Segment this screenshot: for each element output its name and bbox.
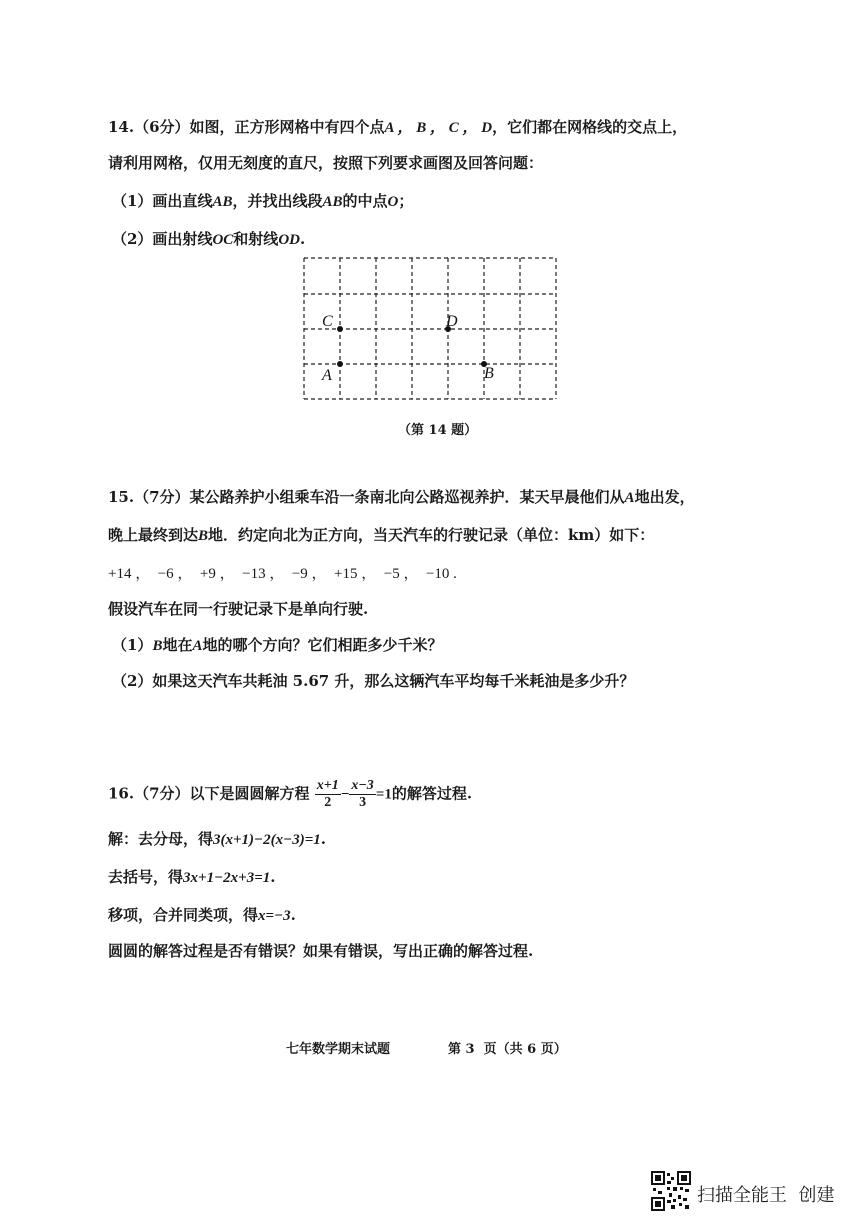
q15-title: 15.（7分）某公路养护小组乘车沿一条南北向公路巡视养护．某天早晨他们从A地出发， bbox=[108, 488, 695, 506]
q16-step3: 移项，合并同类项，得x=−3. bbox=[108, 906, 296, 924]
point-c-dot bbox=[337, 326, 343, 332]
footer-page: 第 3 页（共 6 页） bbox=[448, 1042, 567, 1057]
qr-code-icon bbox=[651, 1171, 691, 1211]
point-a-dot bbox=[337, 361, 343, 367]
q15-part1: （1）B地在A地的哪个方向？它们相距多少千米？ bbox=[112, 636, 443, 654]
q15-part2: （2）如果这天汽车共耗油 5.67 升，那么这辆汽车平均每千米耗油是多少升？ bbox=[112, 672, 635, 690]
q16-step1: 解：去分母，得3(x+1)−2(x−3)=1. bbox=[108, 830, 327, 848]
point-c-label: C bbox=[322, 313, 333, 330]
q14-part1: （1）画出直线AB，并找出线段AB的中点O； bbox=[112, 192, 414, 210]
q16-title: 16.（7分）以下是圆圆解方程 $\frac{x+1}{2}$ − $\frac{x-3}{3}$ =1的解答过程. bbox=[108, 778, 473, 810]
watermark-text: 扫描全能王 创建 bbox=[697, 1185, 835, 1206]
footer-course: 七年数学期末试题 bbox=[286, 1042, 391, 1057]
q14-title: 14.（6分）如图，正方形网格中有四个点A ， B ， C ， D，它们都在网格线的交点上， bbox=[108, 118, 688, 136]
grid-svg bbox=[300, 254, 562, 404]
q15-records: +14 ， −6 ， +9 ， −13 ， −9 ， +15 ， −5 ， −10 . bbox=[108, 566, 457, 582]
q16-question: 圆圆的解答过程是否有错误？如果有错误，写出正确的解答过程. bbox=[108, 942, 534, 960]
fraction-2: $\frac{x-3}{3}$ bbox=[351, 778, 374, 810]
point-a-label: A bbox=[322, 367, 332, 384]
point-d-label: D bbox=[446, 313, 458, 330]
q15-line4: 假设汽车在同一行驶记录下是单向行驶. bbox=[108, 600, 369, 618]
q16-step2: 去括号，得3x+1−2x+3=1. bbox=[108, 868, 276, 886]
point-b-label: B bbox=[484, 365, 494, 382]
fraction-1: $\frac{x+1}{2}$ bbox=[316, 778, 339, 810]
q14-caption: （第 14 题） bbox=[398, 423, 478, 438]
q14-part2: （2）画出射线OC和射线OD. bbox=[112, 230, 306, 248]
q15-line2: 晚上最终到达B地．约定向北为正方向，当天汽车的行驶记录（单位：km）如下： bbox=[108, 526, 655, 544]
q14-line2: 请利用网格，仅用无刻度的直尺，按照下列要求画图及回答问题： bbox=[108, 154, 544, 172]
grid-figure bbox=[300, 254, 562, 404]
